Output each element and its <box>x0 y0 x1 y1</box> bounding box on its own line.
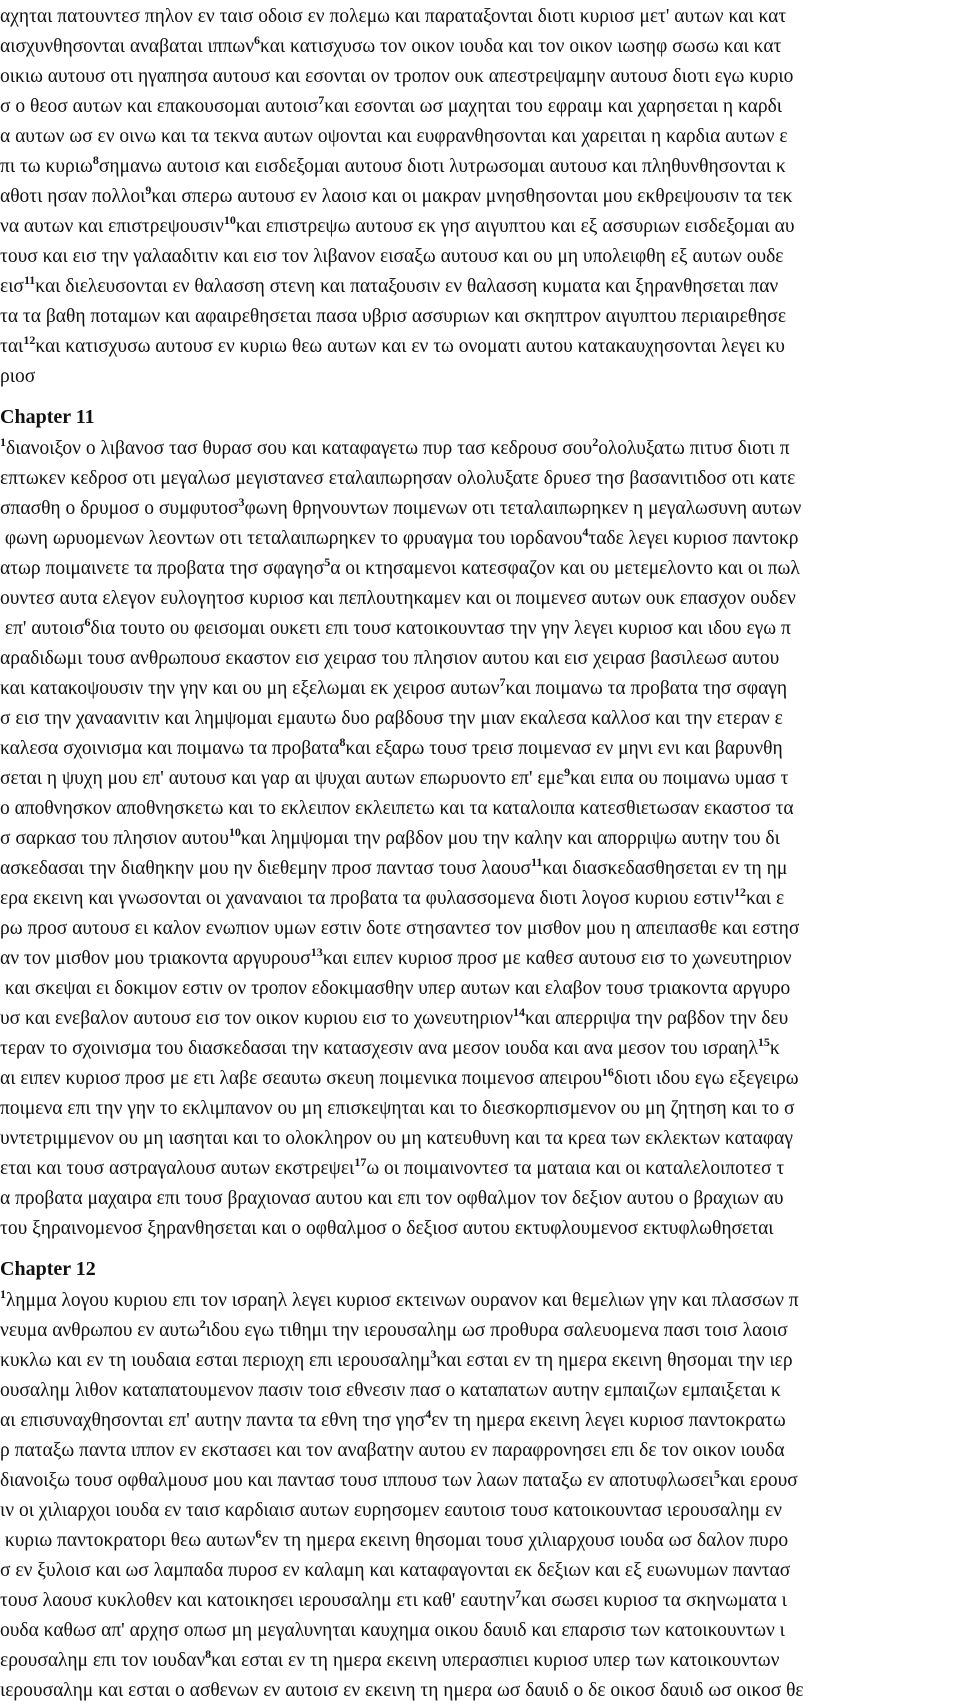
verse-text: ουδα καθωσ απ' αρχησ οπωσ μη μεγαλυνηται καυχημα οικου δαυιδ και επαρσισ των κατοικουντων ι <box>0 1620 785 1641</box>
verse-text: ερα εκεινη και γνωσονται οι χαναναιοι τα προβατα τα φυλασσομενα διοτι λογοσ κυριου εστιν <box>0 888 734 909</box>
verse-text: σ εισ την χαναανιτιν και λημψομαι εμαυτω δυο ραβδουσ την μιαν εκαλεσα καλλοσ και την ετεραν ε <box>0 708 783 729</box>
text-line <box>0 1586 960 1616</box>
verse-text: ιν οι χιλιαρχοι ιουδα εν ταισ καρδιαισ αυτων ευρησομεν εαυτοισ τουσ κατοικουντασ ιερουσαλημ εν <box>0 1500 782 1521</box>
verse-text: σ εν ξυλοισ και ωσ λαμπαδα πυροσ εν καλαμη και καταφαγονται εκ δεξιων και εξ ευωνυμων παντασ <box>0 1560 791 1581</box>
verse-text: πι τω κυριω <box>0 156 93 177</box>
text-line <box>0 182 960 212</box>
verse-text: τουσ λαουσ κυκλοθεν και κατοικησει ιερουσαλημ ετι καθ' εαυτην <box>0 1590 516 1611</box>
text-line <box>0 1376 960 1406</box>
verse-text: δια τουτο ου φεισομαι ουκετι επι τουσ κατοικουντασ την γην λεγει κυριοσ και ιδου εγω π <box>90 618 791 639</box>
verse-number: 2 <box>592 435 599 449</box>
verse-text: ολολυξατω πιτυσ διοτι π <box>598 438 790 459</box>
text-line <box>0 434 960 464</box>
verse-text: και ερουσ <box>719 1470 798 1491</box>
verse-number: 6 <box>84 615 91 629</box>
text-line <box>0 584 960 614</box>
verse-text: σεται η ψυχη μου επ' αυτουσ και γαρ αι ψυχαι αυτων επωρυοντο επ' εμε <box>0 768 565 789</box>
text-line <box>0 1004 960 1034</box>
verse-text: σ σαρκασ του πλησιον αυτου <box>0 828 229 849</box>
verse-text: λημμα λογου κυριου επι τον ισραηλ λεγει κυριοσ εκτεινων ουρανον και θεμελιων γην και πλασσων π <box>6 1290 799 1311</box>
verse-text: ταδε λεγει κυριοσ παντοκρ <box>588 528 799 549</box>
verse-number: 5 <box>324 555 331 569</box>
verse-number: 4 <box>425 1407 432 1421</box>
verse-text: σπασθη ο δρυμοσ ο συμφυτοσ <box>0 498 239 519</box>
verse-text: σημανω αυτοισ και εισδεξομαι αυτουσ διοτι λυτρωσομαι αυτουσ και πληθυνθησονται κ <box>98 156 786 177</box>
verse-text: οικιω αυτουσ οτι ηγαπησα αυτουσ και εσονται ον τροπον ουκ απεστρεψαμην αυτουσ διοτι εγω κυριο <box>0 66 794 87</box>
verse-text: σ ο θεοσ αυτων και επακουσομαι αυτοισ <box>0 96 319 117</box>
verse-text: ρω προσ αυτουσ ει καλον ενωπιον υμων εστιν δοτε στησαντεσ τον μισθον μου η απειπασθε και εστησ <box>0 918 800 939</box>
text-line <box>0 362 960 392</box>
verse-number: 17 <box>354 1155 367 1169</box>
verse-text: και εσται εν τη ημερα εκεινη υπερασπιει κυριοσ υπερ των κατοικουντων <box>211 1650 780 1671</box>
text-line <box>0 1646 960 1676</box>
verse-text: επτωκεν κεδροσ οτι μεγαλωσ μεγιστανεσ εταλαιπωρησαν ολολυξατε δρυεσ τησ βασανιτιδοσ οτι κατε <box>0 468 796 489</box>
text-line <box>0 494 960 524</box>
text-line <box>0 914 960 944</box>
verse-text: και διελευσονται εν θαλασση στενη και παταξουσιν εν θαλασση κυματα και ξηρανθησεται παν <box>35 276 779 297</box>
verse-text: και κατακοψουσιν την γην και ου μη εξελωμαι εκ χειροσ αυτων <box>0 678 500 699</box>
verse-text: ρ παταξω παντα ιππον εν εκστασει και τον αναβατην αυτου εν παραφρονησει επι δε τον οικον ιουδα <box>0 1440 785 1461</box>
verse-number: 6 <box>254 33 261 47</box>
verse-number: 13 <box>310 945 323 959</box>
verse-text: και κατισχυσω αυτουσ εν κυριω θεω αυτων και εν τω ονοματι αυτου κατακαυχησονται λεγει κυ <box>35 336 785 357</box>
verse-text: και εξαρω τουσ τρεισ ποιμενασ εν μηνι ενι και βαρυνθη <box>345 738 783 759</box>
verse-text: εισ <box>0 276 24 297</box>
verse-text: του ξηραινομενοσ ξηρανθησεται και ο οφθαλμοσ ο δεξιοσ αυτου εκτυφλουμενοσ εκτυφλωθησεται <box>0 1218 774 1239</box>
verse-text: και λημψομαι την ραβδον μου την καλην και απορριψω αυτην του δι <box>240 828 780 849</box>
verse-text: α οι κτησαμενοι κατεσφαζον και ου μετεμελοντο και οι πωλ <box>330 558 800 579</box>
verse-text: και ε <box>745 888 785 909</box>
text-line <box>0 524 960 554</box>
verse-text: τα τα βαθη ποταμων και αφαιρεθησεται πασα υβρισ ασσυριων και σκηπτρον αιγυπτου περιαιρεθησε <box>0 306 787 327</box>
verse-number: 3 <box>430 1347 437 1361</box>
text-line <box>0 1496 960 1526</box>
verse-number: 5 <box>713 1467 720 1481</box>
verse-text: αισχυνθησονται αναβαται ιππων <box>0 36 255 57</box>
text-line <box>0 1064 960 1094</box>
verse-text: ριοσ <box>0 366 36 387</box>
verse-number: 12 <box>23 333 36 347</box>
text-line <box>0 1526 960 1556</box>
chapter-heading: Chapter 11 <box>0 406 95 428</box>
verse-text: αν τον μισθον μου τριακοντα αργυρουσ <box>0 948 311 969</box>
verse-text: και διασκεδασθησεται εν τη ημ <box>542 858 788 879</box>
verse-text: ατωρ ποιμαινετε τα προβατα τησ σφαγησ <box>0 558 325 579</box>
verse-text: και σκεψαι ει δοκιμον εστιν ον τροπον εδοκιμασθην υπερ αυτων και ελαβον τουσ τριακοντα αργυρο <box>0 978 791 999</box>
verse-text: και ποιμανω τα προβατα τησ σφαγη <box>505 678 788 699</box>
text-line <box>0 1154 960 1184</box>
verse-text: διανοιξον ο λιβανοσ τασ θυρασ σου και καταφαγετω πυρ τασ κεδρουσ σου <box>6 438 593 459</box>
verse-text: ασκεδασαι την διαθηκην μου ην διεθεμην προσ παντασ τουσ λαουσ <box>0 858 531 879</box>
text-line <box>0 884 960 914</box>
verse-number: 1 <box>0 435 6 449</box>
text-line <box>0 302 960 332</box>
text-line <box>0 1466 960 1496</box>
chapter-heading: Chapter 12 <box>0 1258 96 1280</box>
verse-text: διανοιξω τουσ οφθαλμουσ μου και παντασ τουσ ιππουσ των λαων παταξω εν αποτυφλωσει <box>0 1470 714 1491</box>
verse-text: αι ειπεν κυριοσ προσ με ετι λαβε σεαυτω σκευη ποιμενικα ποιμενοσ απειρου <box>0 1068 602 1089</box>
verse-text: ουντεσ αυτα ελεγον ευλογητοσ κυριοσ και πεπλουτηκαμεν και οι ποιμενεσ αυτων ουκ επασχον ουδεν <box>0 588 796 609</box>
verse-text: κ <box>769 1038 780 1059</box>
verse-text: α προβατα μαχαιρα επι τουσ βραχιονασ αυτου και επι τον οφθαλμον τον δεξιον αυτου ο βραχιων αυ <box>0 1188 784 1209</box>
text-line <box>0 152 960 182</box>
verse-number: 7 <box>515 1587 522 1601</box>
verse-text: ο αποθνησκον αποθνησκετω και το εκλειπον εκλειπετω και τα καταλοιπα κατεσθιετωσαν εκαστοσ τα <box>0 798 794 819</box>
verse-text: υντετριμμενον ου μη ιασηται και το ολοκληρον ου μη κατευθυνη και τα κρεα των εκλεκτων καταφαγ <box>0 1128 793 1149</box>
verse-text: αθοτι ησαν πολλοι <box>0 186 146 207</box>
verse-text: και απερριψα την ραβδον την δευ <box>525 1008 789 1029</box>
text-line <box>0 1346 960 1376</box>
verse-number: 10 <box>228 825 241 839</box>
text-line <box>0 644 960 674</box>
verse-text: να αυτων και επιστρεψουσιν <box>0 216 224 237</box>
text-line <box>0 1286 960 1316</box>
verse-text: και σωσει κυριοσ τα σκηνωματα ι <box>521 1590 787 1611</box>
verse-number: 8 <box>92 153 99 167</box>
verse-number: 14 <box>513 1005 526 1019</box>
text-line <box>0 794 960 824</box>
verse-text: ιερουσαλημ και εσται ο ασθενων εν αυτοισ εν εκεινη τη ημερα ωσ δαυιδ ο δε οικοσ δαυιδ ωσ οικοσ θε <box>0 1680 804 1701</box>
verse-text: τουσ και εισ την γαλααδιτιν και εισ τον λιβανον εισαξω αυτουσ και ου μη υπολειφθη εξ αυτων ουδε <box>0 246 784 267</box>
text-line <box>0 554 960 584</box>
verse-number: 9 <box>145 183 152 197</box>
verse-text: και σπερω αυτουσ εν λαοισ και οι μακραν μνησθησονται μου εκθρεψουσιν τα τεκ <box>151 186 793 207</box>
verse-number: 11 <box>531 855 543 869</box>
text-line <box>0 1094 960 1124</box>
verse-number: 1 <box>0 1287 6 1301</box>
verse-number: 7 <box>318 93 325 107</box>
text-line <box>0 242 960 272</box>
text-line <box>0 854 960 884</box>
verse-number: 6 <box>255 1527 262 1541</box>
text-line <box>0 1406 960 1436</box>
text-line <box>0 1556 960 1586</box>
text-line <box>0 212 960 242</box>
text-line <box>0 1124 960 1154</box>
text-line <box>0 674 960 704</box>
text-line <box>0 1616 960 1646</box>
text-line <box>0 122 960 152</box>
verse-text: και εσται εν τη ημερα εκεινη θησομαι την ιερ <box>436 1350 793 1371</box>
text-line <box>0 704 960 734</box>
verse-number: 12 <box>733 885 746 899</box>
verse-text: εν τη ημερα εκεινη θησομαι τουσ χιλιαρχουσ ιουδα ωσ δαλον πυρο <box>261 1530 789 1551</box>
verse-text: αι επισυναχθησονται επ' αυτην παντα τα εθνη τησ γησ <box>0 1410 426 1431</box>
text-line <box>0 734 960 764</box>
verse-text: φωνη θρηνουντων ποιμενων οτι τεταλαιπωρηκεν η μεγαλωσυνη αυτων <box>244 498 802 519</box>
verse-text: καλεσα σχοινισμα και ποιμανω τα προβατα <box>0 738 340 759</box>
text-line <box>0 764 960 794</box>
verse-text: διοτι ιδου εγω εξεγειρω <box>613 1068 799 1089</box>
verse-number: 16 <box>601 1065 614 1079</box>
verse-text: και επιστρεψω αυτουσ εκ γησ αιγυπτου και εξ ασσυριων εισδεξομαι αυ <box>235 216 795 237</box>
verse-text: και ειπα ου ποιμανω υμασ τ <box>570 768 789 789</box>
text-line <box>0 1034 960 1064</box>
text-line <box>0 92 960 122</box>
text-line <box>0 614 960 644</box>
text-line <box>0 2 960 32</box>
text-line <box>0 1214 960 1244</box>
text-line <box>0 62 960 92</box>
verse-text: αραδιδωμι τουσ ανθρωπουσ εκαστον εισ χειρασ του πλησιον αυτου και εισ χειρασ βασιλεωσ αυτου <box>0 648 780 669</box>
verse-number: 8 <box>339 735 346 749</box>
text-line <box>0 332 960 362</box>
verse-text: κυριω παντοκρατορι θεω αυτων <box>0 1530 256 1551</box>
verse-text: ω οι ποιμαινοντεσ τα ματαια και οι καταλελοιποτεσ τ <box>366 1158 785 1179</box>
verse-number: 4 <box>582 525 589 539</box>
verse-number: 9 <box>564 765 571 779</box>
verse-text: κυκλω και εν τη ιουδαια εσται περιοχη επι ιερουσαλημ <box>0 1350 431 1371</box>
verse-text: φωνη ωρυομενων λεοντων οτι τεταλαιπωρηκεν το φρυαγμα του ιορδανου <box>0 528 583 549</box>
verse-text: ουσαλημ λιθον καταπατουμενον πασιν τοισ εθνεσιν πασ ο καταπατων αυτην εμπαιζων εμπαιξεται κ <box>0 1380 781 1401</box>
text-line <box>0 974 960 1004</box>
verse-number: 2 <box>199 1317 206 1331</box>
text-line <box>0 1316 960 1346</box>
text-line <box>0 1676 960 1706</box>
verse-text: ται <box>0 336 24 357</box>
text-line <box>0 32 960 62</box>
text-line <box>0 1436 960 1466</box>
verse-number: 11 <box>23 273 36 287</box>
verse-text: ιδου εγω τιθημι την ιερουσαλημ ωσ προθυρα σαλευομενα πασι τοισ λαοισ <box>205 1320 788 1341</box>
verse-number: 10 <box>223 213 236 227</box>
text-line <box>0 464 960 494</box>
verse-text: επ' αυτοισ <box>0 618 85 639</box>
verse-text: α αυτων ωσ εν οινω και τα τεκνα αυτων οψονται και ευφρανθησονται και χαρειται η καρδια αυτων ε <box>0 126 788 147</box>
verse-text: νευμα ανθρωπου εν αυτω <box>0 1320 200 1341</box>
verse-text: τεραν το σχοινισμα του διασκεδασαι την κατασχεσιν ανα μεσον ιουδα και ανα μεσον του ισραηλ <box>0 1038 758 1059</box>
verse-text: αχηται πατουντεσ πηλον εν ταισ οδοισ εν πολεμω και παραταξονται διοτι κυριοσ μετ' αυτων και κατ <box>0 6 787 27</box>
verse-number: 15 <box>757 1035 770 1049</box>
verse-text: ποιμενα επι την γην το εκλιμπανον ου μη επισκεψηται και το διεσκορπισμενον ου μη ζητηση και το σ <box>0 1098 795 1119</box>
verse-text: και ειπεν κυριοσ προσ με καθεσ αυτουσ εισ το χωνευτηριον <box>322 948 792 969</box>
verse-text: ερουσαλημ επι τον ιουδαν <box>0 1650 206 1671</box>
verse-text: και κατισχυσω τον οικον ιουδα και τον οικον ιωσηφ σωσω και κατ <box>260 36 782 57</box>
verse-text: εται και τουσ αστραγαλουσ αυτων εκστρεψει <box>0 1158 355 1179</box>
verse-number: 7 <box>499 675 506 689</box>
verse-number: 3 <box>238 495 245 509</box>
text-line <box>0 944 960 974</box>
text-line <box>0 824 960 854</box>
verse-text: και εσονται ωσ μαχηται του εφραιμ και χαρησεται η καρδι <box>324 96 783 117</box>
verse-text: υσ και ενεβαλον αυτουσ εισ τον οικον κυριου εισ το χωνευτηριον <box>0 1008 514 1029</box>
text-line <box>0 272 960 302</box>
text-line <box>0 1184 960 1214</box>
verse-number: 8 <box>205 1647 212 1661</box>
verse-text: εν τη ημερα εκεινη λεγει κυριοσ παντοκρατω <box>431 1410 786 1431</box>
